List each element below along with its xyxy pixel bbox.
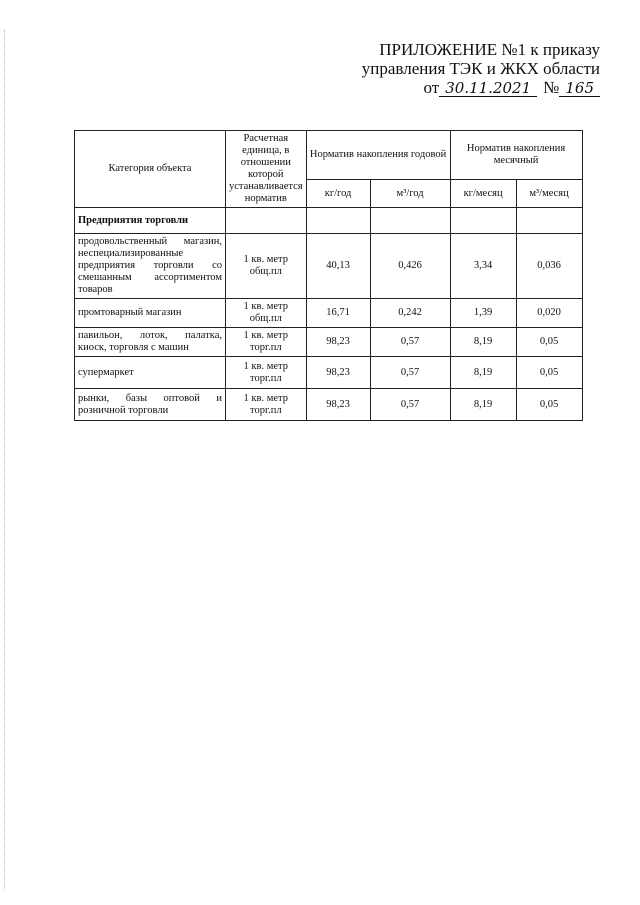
subheader-m3-month: м³/месяц	[516, 180, 582, 208]
table-row	[75, 357, 583, 389]
row-unit: 1 кв. метр торг.пл	[226, 357, 307, 389]
row-unit: 1 кв. метр торг.пл	[226, 328, 307, 357]
header-annual: Норматив накопления годовой	[306, 131, 450, 180]
subheader-kg-year: кг/год	[306, 180, 370, 208]
row-unit: 1 кв. метр торг.пл	[226, 389, 307, 421]
row-kg-year: 16,71	[306, 299, 370, 328]
row-m3-month: 0,05	[516, 357, 582, 389]
row-category: супермаркет	[75, 357, 226, 389]
subheader-kg-month: кг/месяц	[450, 180, 516, 208]
row-m3-year: 0,426	[370, 234, 450, 299]
handwritten-date: 30.11.2021	[439, 80, 537, 97]
table-row	[75, 328, 583, 357]
row-m3-year: 0,57	[370, 389, 450, 421]
row-m3-month: 0,036	[516, 234, 582, 299]
document-header	[362, 40, 600, 97]
row-kg-month: 8,19	[450, 328, 516, 357]
subheader-m3-year: м³/год	[370, 180, 450, 208]
row-category: промтоварный магазин	[75, 299, 226, 328]
row-kg-year: 98,23	[306, 328, 370, 357]
norms-table	[74, 130, 583, 421]
row-category: рынки, базы оптовой и розничной торговли	[75, 389, 226, 421]
header-line-2: управления ТЭК и ЖКХ области	[361, 59, 600, 78]
row-m3-month: 0,020	[516, 299, 582, 328]
row-kg-month: 8,19	[450, 357, 516, 389]
section-title: Предприятия торговли	[75, 208, 226, 234]
date-prefix: от	[423, 78, 440, 97]
row-m3-year: 0,242	[370, 299, 450, 328]
handwritten-number: 165	[559, 80, 600, 97]
table-row	[75, 299, 583, 328]
row-category: павильон, лоток, палатка, киоск, торговля с машин	[75, 328, 226, 357]
scan-edge-marks	[4, 30, 6, 890]
row-kg-year: 40,13	[306, 234, 370, 299]
section-row	[75, 208, 583, 234]
table-row	[75, 234, 583, 299]
row-kg-month: 8,19	[450, 389, 516, 421]
header-monthly: Норматив накопления месячный	[450, 131, 582, 180]
header-date-row	[362, 78, 600, 97]
row-m3-month: 0,05	[516, 328, 582, 357]
row-kg-year: 98,23	[306, 389, 370, 421]
row-kg-month: 3,34	[450, 234, 516, 299]
row-category: продовольственный магазин, неспециализированные предприятия торговли со смешанным ассортиментом товаров	[75, 234, 226, 299]
table-row	[75, 389, 583, 421]
row-m3-month: 0,05	[516, 389, 582, 421]
row-m3-year: 0,57	[370, 328, 450, 357]
row-unit: 1 кв. метр общ.пл	[226, 234, 307, 299]
number-prefix: №	[543, 78, 560, 97]
header-unit: Расчетная единица, в отношении которой устанавливается норматив	[226, 131, 307, 208]
row-kg-month: 1,39	[450, 299, 516, 328]
row-unit: 1 кв. метр общ.пл	[226, 299, 307, 328]
header-category: Категория объекта	[75, 131, 226, 208]
row-m3-year: 0,57	[370, 357, 450, 389]
header-line-1: ПРИЛОЖЕНИЕ №1 к приказу	[379, 40, 600, 59]
row-kg-year: 98,23	[306, 357, 370, 389]
